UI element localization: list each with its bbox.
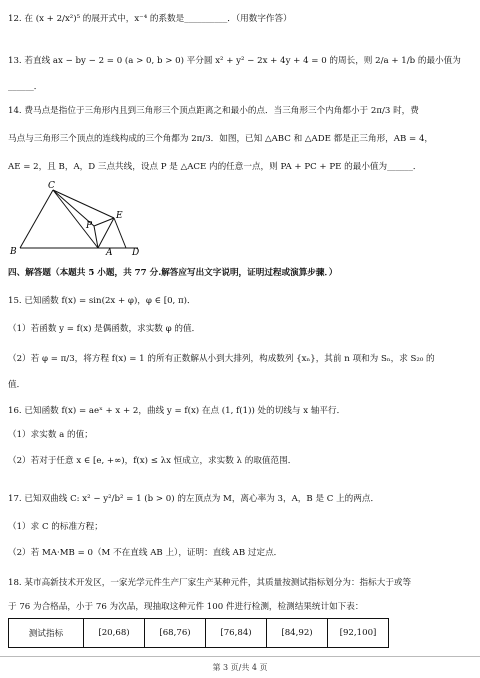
question-18-line-2: 于 76 为合格品，小于 76 为次品，现抽取这种元件 100 件进行检测，检测结果统计如下表： bbox=[8, 602, 364, 612]
question-14-line-2: 马点与三角形三个顶点的连线构成的三个角都为 2π/3．如图，已知 △ABC 和 △ADE 都是正三角形，AB = 4， bbox=[8, 134, 434, 144]
question-17-part-1: （1）求 C 的标准方程； bbox=[8, 522, 103, 532]
question-16-part-2: （2）若对于任意 x ∈ [e, +∞)，f(x) ≤ λx 恒成立，求实数 λ 的取值范围． bbox=[8, 456, 297, 466]
label-A: A bbox=[106, 248, 113, 256]
question-16-part-1: （1）求实数 a 的值； bbox=[8, 430, 93, 440]
question-16: 16. 已知函数 f(x) = aeˣ + x + 2，曲线 y = f(x) 在点 (1, f(1)) 处的切线与 x 轴平行． bbox=[8, 406, 346, 416]
question-14-line-3: AE = 2，且 B，A，D 三点共线，设点 P 是 △ACE 内的任意一点，则 PA + PC + PE 的最小值为______． bbox=[8, 162, 422, 172]
question-17-part-2: （2）若 MA·MB = 0（M 不在直线 AB 上），证明：直线 AB 过定点． bbox=[8, 548, 283, 558]
table-cell: [92,100] bbox=[328, 619, 389, 648]
label-D: D bbox=[132, 248, 140, 256]
label-C: C bbox=[48, 181, 55, 191]
footer-divider bbox=[0, 656, 480, 657]
test-index-table bbox=[8, 618, 389, 648]
label-E: E bbox=[116, 211, 123, 221]
question-15-part-2: （2）若 φ = π/3，将方程 f(x) = 1 的所有正数解从小到大排列，构成数列 {xₙ}，其前 n 项和为 Sₙ，求 S₂₀ 的 bbox=[8, 354, 435, 364]
question-15-part-1: （1）若函数 y = f(x) 是偶函数，求实数 φ 的值． bbox=[8, 324, 201, 334]
table-cell: [84,92) bbox=[267, 619, 328, 648]
question-15: 15. 已知函数 f(x) = sin(2x + φ)，φ ∈ [0, π)． bbox=[8, 296, 196, 306]
geometry-figure bbox=[8, 180, 148, 256]
question-17: 17. 已知双曲线 C: x² − y²/b² = 1 (b > 0) 的左顶点为 M，离心率为 3，A，B 是 C 上的两点． bbox=[8, 494, 380, 504]
table-cell: [20,68) bbox=[84, 619, 145, 648]
page-footer: 第 3 页/共 4 页 bbox=[212, 663, 268, 672]
table-header-cell: 测试指标 bbox=[9, 619, 84, 648]
question-18-line-1: 18. 某市高新技术开发区，一家光学元件生产厂家生产某种元件，其质量按测试指标划分为：指标大于或等 bbox=[8, 578, 412, 588]
table-row bbox=[9, 619, 389, 648]
section-heading: 四、解答题（本题共 5 小题，共 77 分.解答应写出文字说明，证明过程或演算步骤．） bbox=[8, 268, 338, 278]
question-13-end: ______． bbox=[8, 82, 43, 92]
table-cell: [76,84) bbox=[206, 619, 267, 648]
label-P: P bbox=[86, 221, 93, 231]
question-13: 13. 若直线 ax − by − 2 = 0 (a > 0, b > 0) 平分圆 x² + y² − 2x + 4y + 4 = 0 的周长，则 2/a + 1/b 的最小值为 bbox=[8, 56, 461, 66]
table-cell: [68,76) bbox=[145, 619, 206, 648]
question-12: 12. 在 (x + 2/x²)⁵ 的展开式中，x⁻⁴ 的系数是__________．（用数字作答） bbox=[8, 14, 292, 24]
label-B: B bbox=[10, 247, 17, 256]
question-15-part-2-end: 值． bbox=[8, 380, 26, 390]
question-14-line-1: 14. 费马点是指位于三角形内且到三角形三个顶点距离之和最小的点．当三角形三个内角都小于 2π/3 时，费 bbox=[8, 106, 419, 116]
